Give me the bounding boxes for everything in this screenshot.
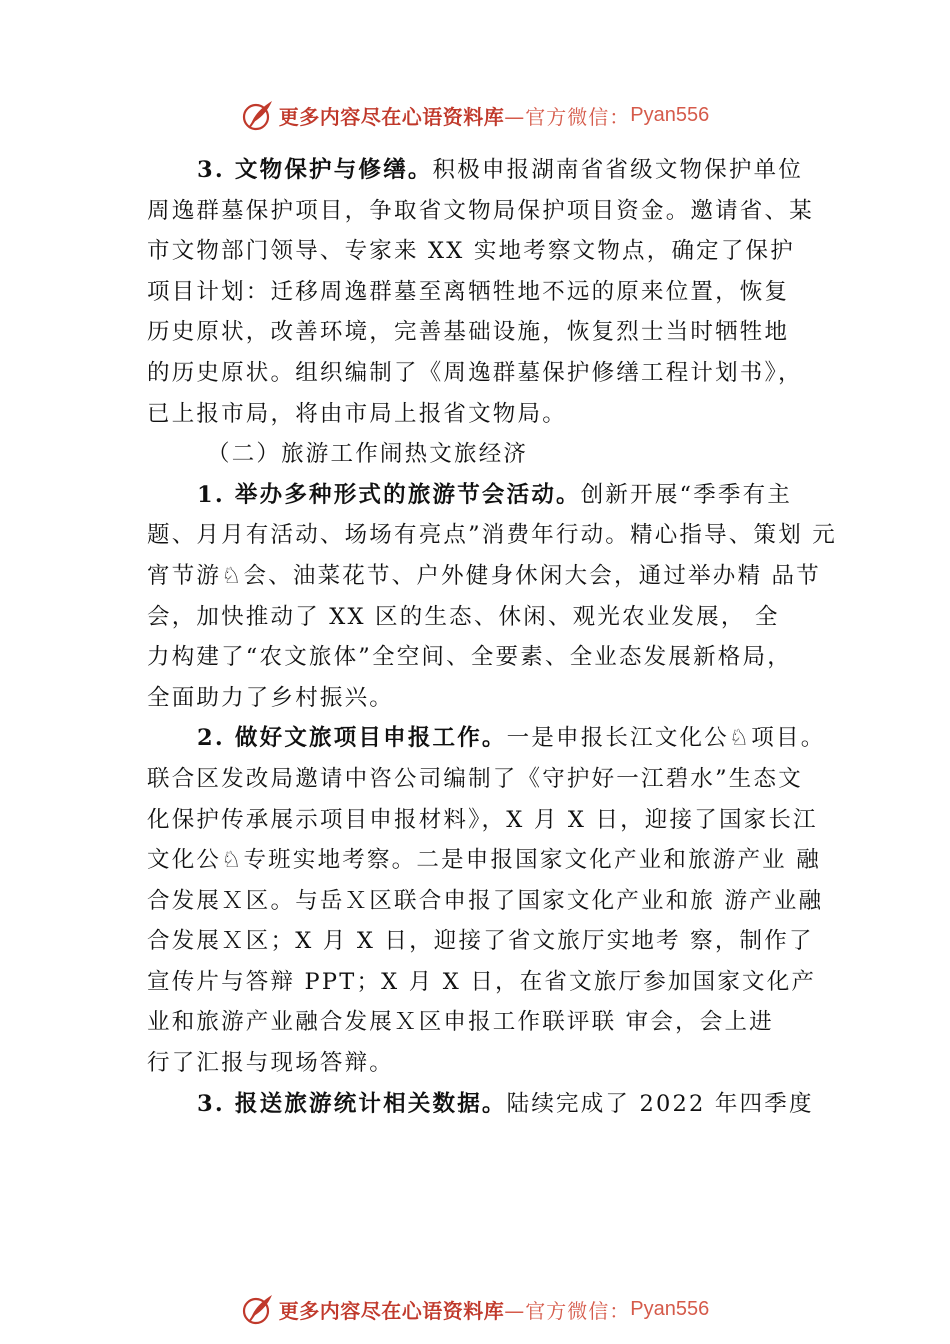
- line-text: 的历史原状。组织编制了《周逸群墓保护修缮工程计划书》，: [147, 359, 803, 386]
- feather-pen-logo-icon: [241, 1292, 275, 1326]
- text-line: [147, 637, 837, 678]
- subsection-title: （二）旅游工作闹热文旅经济: [207, 441, 529, 468]
- header-banner: [0, 95, 950, 135]
- line-text: 一是申报长江文化公♘项目。: [506, 725, 826, 752]
- text-line: [147, 1002, 837, 1043]
- text-line: [147, 718, 837, 759]
- line-text: 力构建了“农文旅体”全空间、全要素、全业态发展新格局，: [147, 644, 792, 671]
- line-text: 历史原状，改善环境，完善基础设施，恢复烈士当时牺牲地: [147, 319, 790, 346]
- text-line: [147, 800, 837, 841]
- text-line: [147, 556, 837, 597]
- line-text: 会，加快推动了 XX 区的生态、休闲、观光农业发展， 全: [147, 603, 780, 630]
- section-heading: 2. 做好文旅项目申报工作。: [197, 725, 507, 752]
- document-body: [147, 150, 837, 1124]
- text-line: [147, 840, 837, 881]
- line-text: 题、月月有活动、场场有亮点”消费年行动。精心指导、策划 元: [147, 522, 837, 549]
- text-line: [147, 353, 837, 394]
- text-line: [147, 475, 837, 516]
- banner-title: 更多内容尽在心语资料库: [278, 104, 505, 129]
- banner-label: —官方微信：: [504, 1298, 631, 1323]
- text-line: [147, 759, 837, 800]
- line-text: 合发展Ｘ区；X 月 X 日，迎接了省文旅厅实地考 察，制作了: [147, 928, 814, 955]
- line-text: 市文物部门领导、专家来 XX 实地考察文物点，确定了保护: [147, 238, 795, 265]
- text-line: [147, 881, 837, 922]
- text-line: [147, 312, 837, 353]
- line-text: 业和旅游产业融合发展Ｘ区申报工作联评联 审会，会上进: [147, 1009, 774, 1036]
- line-text: 陆续完成了 2022 年四季度: [506, 1090, 814, 1117]
- text-line: [147, 1043, 837, 1084]
- banner-label: —官方微信：: [504, 104, 631, 129]
- section-heading: 3. 报送旅游统计相关数据。: [197, 1090, 507, 1117]
- text-line: [147, 515, 837, 556]
- feather-pen-logo-icon: [241, 98, 275, 132]
- text-line: [147, 921, 837, 962]
- text-line: [147, 597, 837, 638]
- line-text: 宣传片与答辩 PPT；X 月 X 日，在省文旅厅参加国家文化产: [147, 968, 817, 995]
- line-text: 创新开展“季季有主: [580, 481, 793, 508]
- text-line: [147, 191, 837, 232]
- text-line: [147, 962, 837, 1003]
- section-heading: 1. 举办多种形式的旅游节会活动。: [197, 481, 581, 508]
- line-text: 化保护传承展示项目申报材料》，X 月 X 日，迎接了国家长江: [147, 806, 818, 833]
- banner-title: 更多内容尽在心语资料库: [278, 1298, 505, 1323]
- line-text: 行了汇报与现场答辩。: [147, 1050, 395, 1077]
- line-text: 宵节游♘会、油菜花节、户外健身休闲大会，通过举办精 品节: [147, 562, 821, 589]
- line-text: 文化公♘专班实地考察。二是申报国家文化产业和旅游产业 融: [147, 847, 821, 874]
- text-line: [147, 1084, 837, 1125]
- line-text: 全面助力了乡村振兴。: [147, 684, 395, 711]
- text-line: [147, 434, 837, 475]
- line-text: 合发展Ｘ区。与岳Ｘ区联合申报了国家文化产业和旅 游产业融: [147, 887, 824, 914]
- text-line: [147, 231, 837, 272]
- text-line: [147, 272, 837, 313]
- section-heading: 3. 文物保护与修缮。: [197, 157, 433, 183]
- text-line: [147, 150, 837, 191]
- banner-account: Pyan556: [630, 1297, 710, 1320]
- line-text: 积极申报湖南省省级文物保护单位: [432, 157, 804, 183]
- banner-account: Pyan556: [630, 103, 710, 126]
- line-text: 已上报市局，将由市局上报省文物局。: [147, 400, 567, 427]
- footer-banner: [0, 1289, 950, 1329]
- line-text: 周逸群墓保护项目，争取省文物局保护项目资金。邀请省、某: [147, 197, 814, 224]
- line-text: 项目计划：迁移周逸群墓至离牺牲地不远的原来位置，恢复: [147, 278, 790, 305]
- line-text: 联合区发改局邀请中咨公司编制了《守护好一江碧水”生态文: [147, 765, 803, 792]
- text-line: [147, 394, 837, 435]
- text-line: [147, 678, 837, 719]
